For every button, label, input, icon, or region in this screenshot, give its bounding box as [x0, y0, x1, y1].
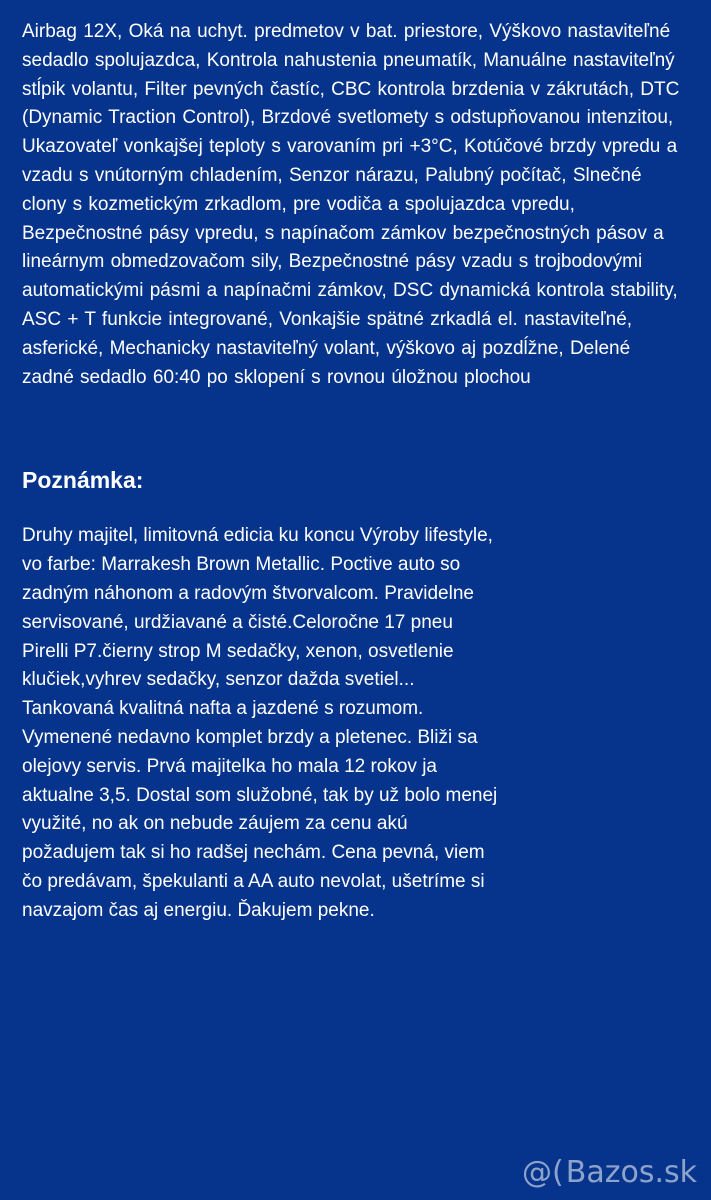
watermark-text: Bazos.sk [565, 1155, 697, 1190]
bazos-watermark [522, 1155, 697, 1190]
note-text: Druhy majitel, limitovná edicia ku koncu Výroby lifestyle, vo farbe: Marrakesh Brown Metallic. Poctive auto so zadným náhonom a radovým štvorvalcom. Pravidelne servisované, urdžiavané a čisté.Celoročne 17 pneu Pirelli P7.čierny strop M sedačky, xenon, osvetlenie klučiek,vyhrev sedačky, senzor dažda svetiel... Tankovaná kvalitná nafta a jazdené s rozumom. Vymenené nedavno komplet brzdy a pletenec. Bliži sa olejovy servis. Prvá majitelka ho mala 12 rokov ja aktualne 3,5. Dostal som služobné, tak by už bolo menej využité, no ak on nebude záujem za cenu akú požadujem tak si ho radšej nechám. Cena pevná, viem čo predávam, špekulanti a AA auto nevolat, ušetríme si navzajom čas aj energiu. Ďakujem pekne. [22, 525, 498, 921]
note-heading: Poznámka: [22, 467, 144, 494]
at-sign-icon: @( [522, 1155, 564, 1190]
listing-content [22, 18, 682, 926]
equipment-list: Airbag 12X, Oká na uchyt. predmetov v bat. priestore, Výškovo nastaviteľné sedadlo spolujazdca, Kontrola nahustenia pneumatík, Manuálne nastaviteľný stĺpik volantu, Filter pevných častíc, CBC kontrola brzdenia v zákrutách, DTC (Dynamic Traction Control), Brzdové svetlomety s odstupňovanou intenzitou, Ukazovateľ vonkajšej teploty s varovaním pri +3°C, Kotúčové brzdy vpredu a vzadu s vnútorným chladením, Senzor nárazu, Palubný počítač, Slnečné clony s kozmetickým zrkadlom, pre vodiča a spolujazdca vpredu, Bezpečnostné pásy vpredu, s napínačom zámkov bezpečnostných pásov a lineárnym obmedzovačom sily, Bezpečnostné pásy vzadu s trojbodovými automatickými pásmi a napínačmi zámkov, DSC dynamická kontrola stability, ASC + T funkcie integrované, Vonkajšie spätné zrkadlá el. nastaviteľné, asferické, Mechanicky nastaviteľný volant, výškovo aj pozdĺžne, Delené zadné sedadlo 60:40 po sklopení s rovnou úložnou plochou [22, 21, 680, 388]
